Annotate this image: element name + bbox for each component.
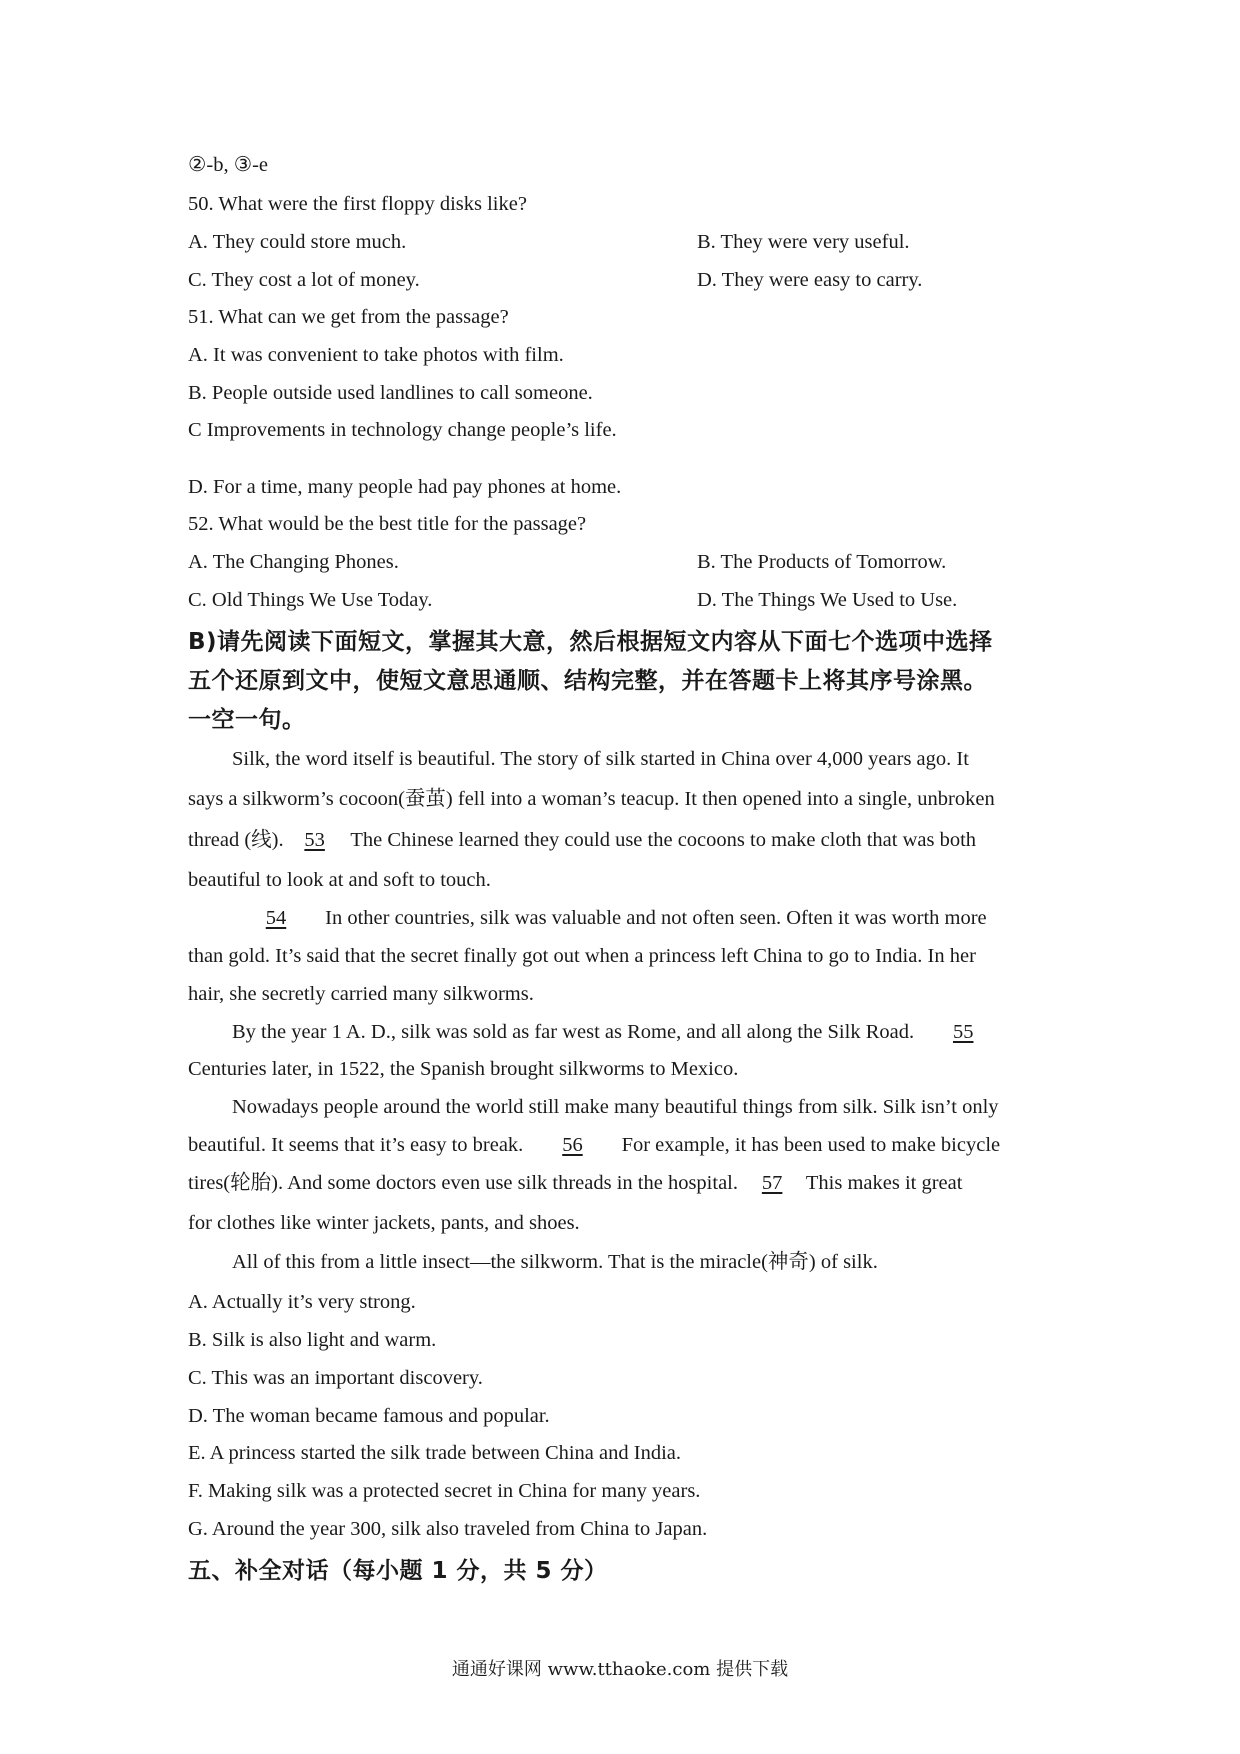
option-b: B. Silk is also light and warm. [188, 1329, 437, 1351]
page-footer: 通通好课网 www.tthaoke.com 提供下载 [451, 1659, 789, 1680]
q52-option-c: C. Old Things We Use Today. [188, 589, 433, 611]
blank-53: 53 [304, 829, 325, 851]
q50-question: 50. What were the first floppy disks like? [188, 193, 527, 215]
q51-option-d: D. For a time, many people had pay phones at home. [188, 476, 622, 498]
q52-option-b: B. The Products of Tomorrow. [697, 551, 947, 573]
q50-option-a: A. They could store much. [188, 231, 407, 253]
passage-text: thread (线). [188, 829, 284, 851]
blank-56: 56 [562, 1134, 583, 1156]
passage-p3-line1 [232, 1022, 1007, 1043]
q52-option-a: A. The Changing Phones. [188, 551, 399, 573]
passage-p5-line1: All of this from a little insect—the silkworm. That is the miracle(神奇) of silk. [232, 1251, 878, 1273]
option-d: D. The woman became famous and popular. [188, 1405, 550, 1427]
section-b-instruction-line2: 五个还原到文中，使短文意思通顺、结构完整，并在答题卡上将其序号涂黑。 [188, 668, 987, 694]
passage-text: By the year 1 A. D., silk was sold as far west as Rome, and all along the Silk Road. [232, 1021, 920, 1043]
option-c: C. This was an important discovery. [188, 1367, 483, 1389]
q50-option-d: D. They were easy to carry. [697, 269, 923, 291]
q51-option-c: C Improvements in technology change people’s life. [188, 419, 617, 441]
blank-55: 55 [952, 1021, 974, 1043]
passage-text: In other countries, silk was valuable and not often seen. Often it was worth more [320, 907, 987, 929]
top-line: ②-b, ③-e [188, 154, 269, 176]
passage-p1-line3 [188, 830, 976, 851]
q52-option-d: D. The Things We Used to Use. [697, 589, 958, 611]
section-5-title: 五、补全对话（每小题 1 分，共 5 分） [188, 1558, 608, 1584]
passage-p2-line1 [232, 908, 987, 929]
section-b-instruction-line3: 一空一句。 [188, 707, 306, 733]
passage-text: This makes it great [801, 1172, 963, 1194]
passage-p4-line2 [188, 1135, 1000, 1156]
option-a: A. Actually it’s very strong. [188, 1291, 416, 1313]
q51-option-a: A. It was convenient to take photos with film. [188, 344, 564, 366]
passage-text: beautiful. It seems that it’s easy to break. [188, 1134, 529, 1156]
passage-p2-line3: hair, she secretly carried many silkworms. [188, 983, 534, 1005]
passage-p4-line1: Nowadays people around the world still make many beautiful things from silk. Silk isn’t only [232, 1096, 999, 1118]
passage-p2-line2: than gold. It’s said that the secret finally got out when a princess left China to go to India. In her [188, 945, 976, 967]
q52-question: 52. What would be the best title for the passage? [188, 513, 587, 535]
section-b-instruction-line1: B)请先阅读下面短文，掌握其大意，然后根据短文内容从下面七个选项中选择 [188, 629, 993, 655]
passage-p1-line4: beautiful to look at and soft to touch. [188, 869, 491, 891]
passage-p1-line1: Silk, the word itself is beautiful. The story of silk started in China over 4,000 years ago. It [232, 748, 969, 770]
passage-p1-line2: says a silkworm’s cocoon(蚕茧) fell into a woman’s teacup. It then opened into a single, unbroken [188, 788, 995, 810]
option-f: F. Making silk was a protected secret in China for many years. [188, 1480, 701, 1502]
passage-text: The Chinese learned they could use the cocoons to make cloth that was both [345, 829, 977, 851]
q50-option-b: B. They were very useful. [697, 231, 910, 253]
passage-p4-line3 [188, 1173, 962, 1194]
passage-text: For example, it has been used to make bicycle [616, 1134, 1001, 1156]
option-e: E. A princess started the silk trade between China and India. [188, 1442, 682, 1464]
option-g: G. Around the year 300, silk also traveled from China to Japan. [188, 1518, 708, 1540]
q51-option-b: B. People outside used landlines to call someone. [188, 382, 593, 404]
passage-p4-line4: for clothes like winter jackets, pants, and shoes. [188, 1212, 580, 1234]
q51-question: 51. What can we get from the passage? [188, 306, 509, 328]
passage-text: tires(轮胎). And some doctors even use silk threads in the hospital. [188, 1172, 744, 1194]
passage-p3-line2: Centuries later, in 1522, the Spanish brought silkworms to Mexico. [188, 1058, 739, 1080]
blank-54: 54 [265, 907, 287, 929]
blank-57: 57 [761, 1172, 783, 1194]
q50-option-c: C. They cost a lot of money. [188, 269, 420, 291]
